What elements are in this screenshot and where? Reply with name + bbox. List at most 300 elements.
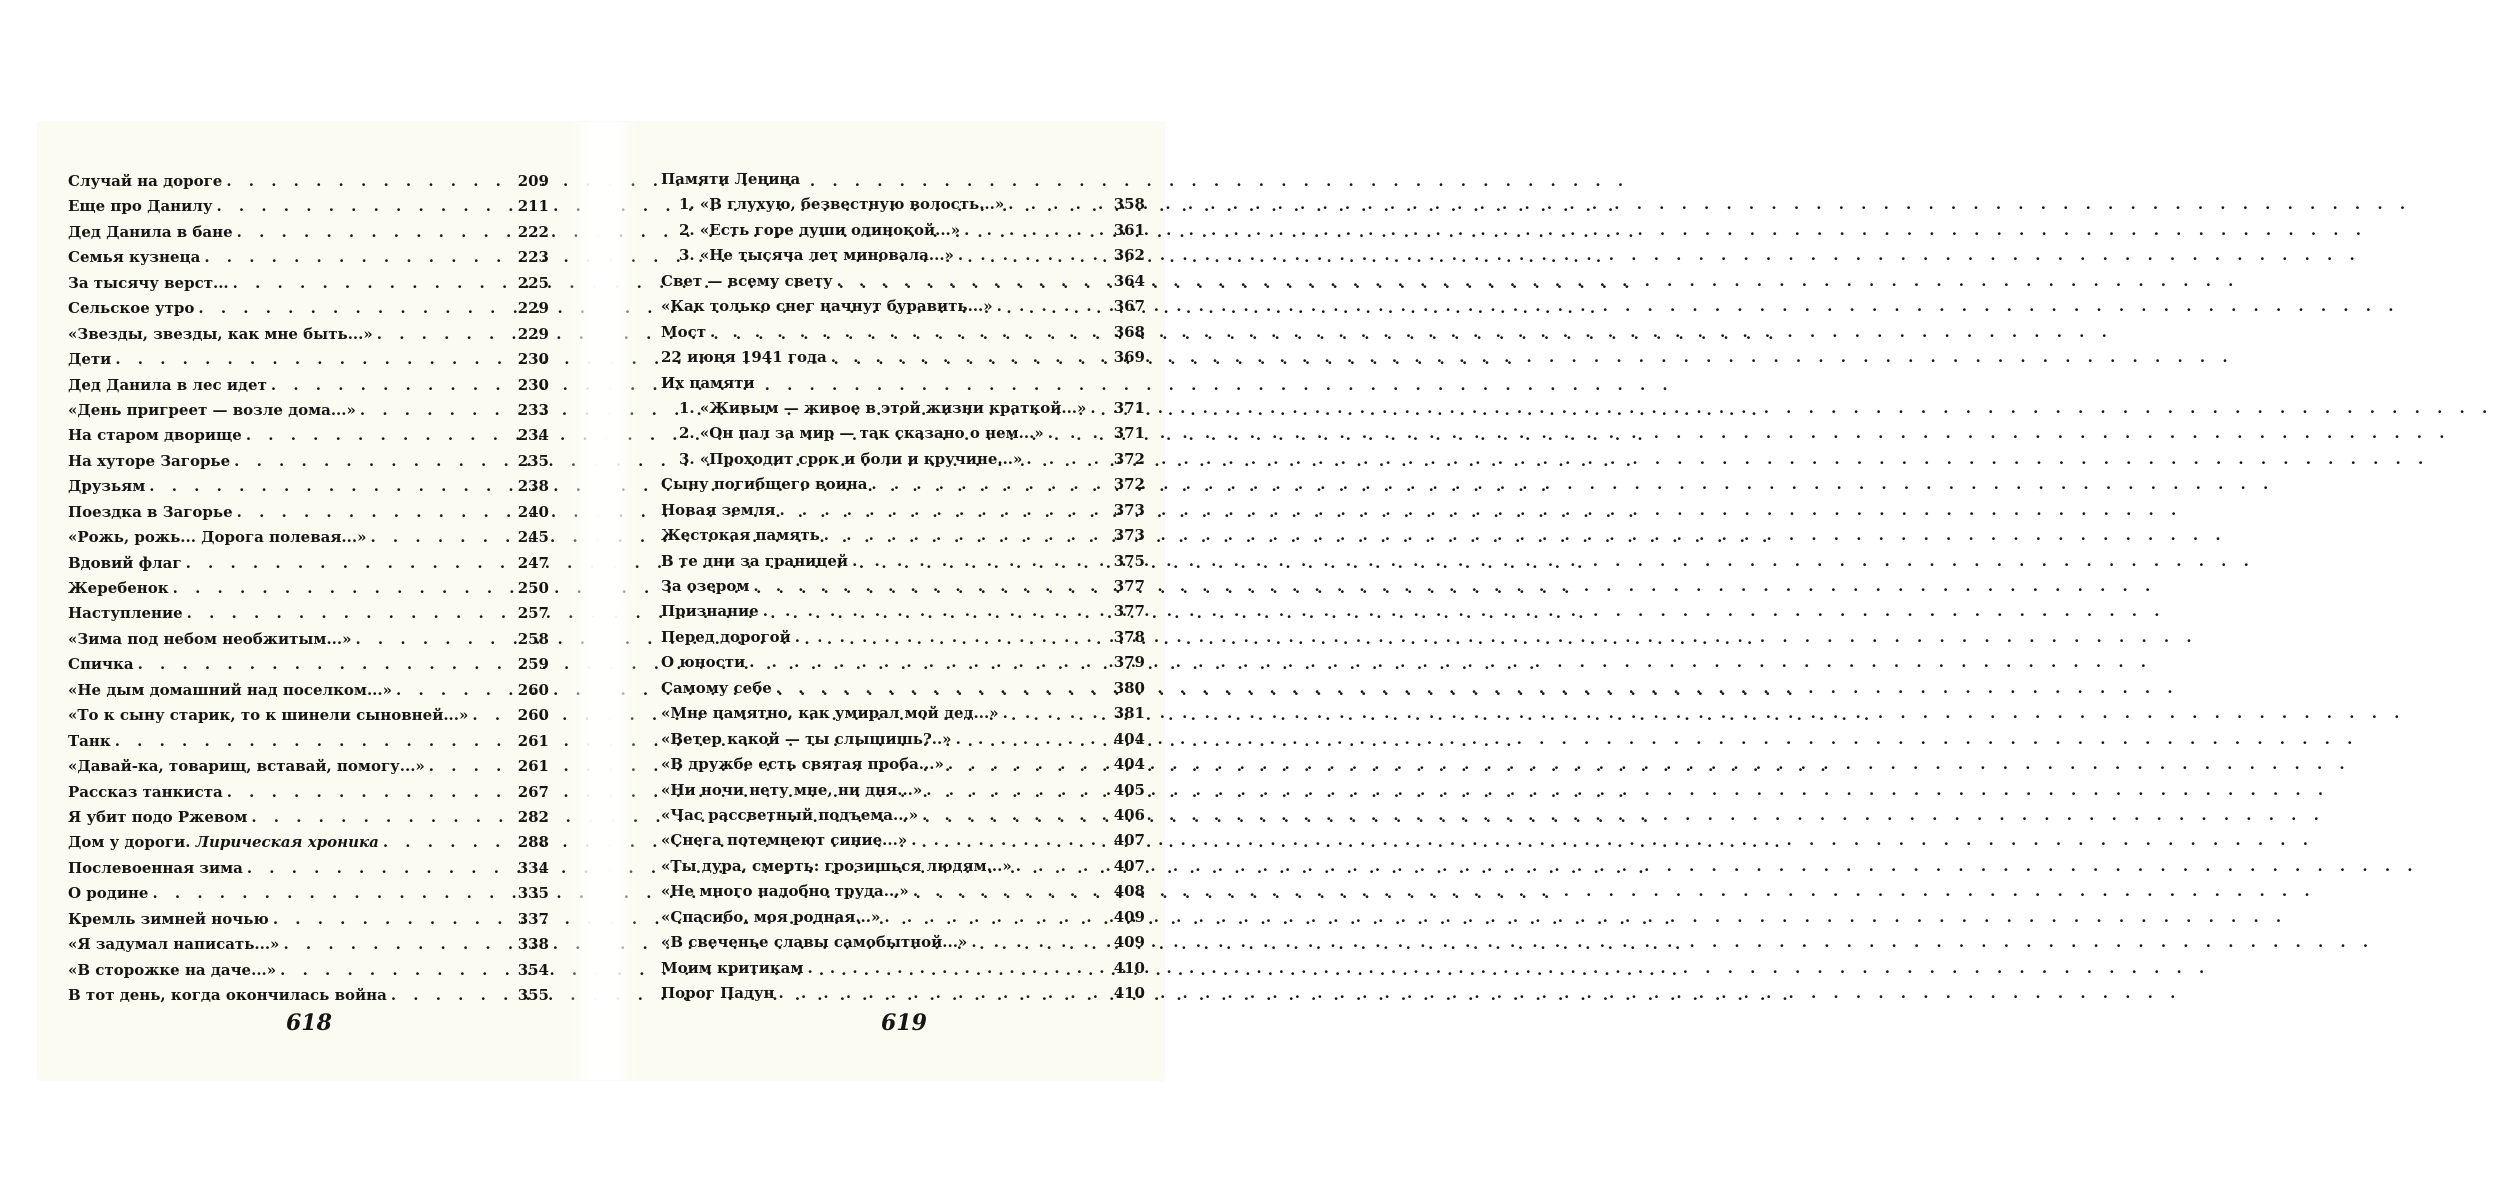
toc-entry-title-text: «Ни ночи нету мне, ни дня...»	[661, 780, 923, 799]
toc-entry	[661, 930, 1145, 955]
toc-entry	[68, 627, 549, 652]
toc-entry	[661, 981, 1145, 1006]
toc-entry-title-text: Я убит подо Ржевом	[68, 807, 248, 826]
toc-entry-title-text: 2. «Он пал за мир — так сказано о нем...»	[679, 424, 1044, 443]
toc-entry-page: 407	[1113, 856, 1145, 875]
toc-entry-title	[68, 474, 145, 499]
dot-leader	[187, 601, 514, 626]
dot-leader	[377, 322, 514, 347]
toc-entry	[661, 956, 1145, 981]
toc-entry-title-text: О юности	[661, 653, 746, 672]
dot-leader	[273, 907, 514, 932]
dot-leader	[233, 271, 514, 296]
toc-entry	[661, 269, 1145, 294]
toc-entry-page: 404	[1113, 729, 1145, 748]
dot-leader	[247, 856, 514, 881]
toc-entry-title-text: «Спасибо, моя родная...»	[661, 907, 881, 926]
toc-entry-page: 361	[1113, 220, 1145, 239]
dot-leader	[710, 320, 1110, 345]
dot-leader	[360, 398, 514, 423]
toc-entry	[68, 474, 549, 499]
toc-entry-page: 261	[517, 757, 549, 776]
toc-entry-title-text: Дом у дороги.	[68, 833, 191, 852]
toc-section-heading	[661, 167, 1145, 192]
toc-entry-page: 238	[517, 477, 549, 496]
dot-leader	[913, 879, 1110, 904]
toc-entry-title-text: Сельское утро	[68, 299, 195, 318]
dot-leader	[173, 576, 514, 601]
toc-section-heading	[661, 371, 1145, 396]
dot-leader	[138, 652, 514, 677]
toc-entry-page: 257	[517, 604, 549, 623]
toc-entry-title	[68, 373, 267, 398]
toc-entry-title	[661, 930, 967, 955]
toc-entry-title-text: Поездка в Загорье	[68, 502, 233, 521]
toc-entry-title	[68, 169, 222, 194]
dot-leader	[958, 243, 1110, 268]
toc-entry-title	[661, 879, 909, 904]
toc-entry-title-text: Дед Данила в бане	[68, 222, 233, 241]
toc-entry-page: 409	[1113, 907, 1145, 926]
toc-entry	[661, 421, 1145, 446]
dot-leader	[837, 269, 1110, 294]
toc-entry-title-text: За тысячу верст...	[68, 273, 229, 292]
toc-entry-page: 337	[517, 909, 549, 928]
toc-entry-title-text: «Давай-ка, товарищ, вставай, помогу...»	[68, 757, 425, 776]
toc-entry-page: 230	[517, 350, 549, 369]
toc-entry	[661, 778, 1145, 803]
toc-entry	[661, 828, 1145, 853]
toc-entry-page: 406	[1113, 805, 1145, 824]
toc-entry-title	[661, 574, 749, 599]
dot-leader	[472, 703, 513, 728]
toc-entry-page: 380	[1113, 678, 1145, 697]
toc-entry-title	[68, 322, 373, 347]
dot-leader	[149, 474, 513, 499]
dot-leader	[186, 551, 514, 576]
toc-entry	[68, 576, 549, 601]
toc-entry-page: 282	[517, 807, 549, 826]
toc-entry-title-text: Спичка	[68, 655, 134, 674]
toc-entry-title	[68, 830, 379, 855]
toc-entry-title-text: Свет — всему свету	[661, 271, 833, 290]
dot-leader	[852, 549, 1110, 574]
page-number-right: 619	[881, 1010, 927, 1036]
toc-entry-title-text: «В свеченье славы самобытной...»	[661, 933, 968, 952]
toc-entry-page: 250	[517, 579, 549, 597]
toc-entry-title	[68, 678, 392, 703]
toc-entry-page: 373	[1113, 500, 1145, 519]
toc-entry	[68, 322, 549, 347]
dot-leader	[831, 345, 1110, 370]
dot-leader	[216, 194, 513, 219]
dot-leader	[1003, 701, 1110, 726]
toc-entry-title-text: Рассказ танкиста	[68, 782, 223, 801]
dot-leader	[1016, 854, 1110, 879]
dot-leader	[753, 574, 1109, 599]
toc-entry-page: 223	[517, 248, 549, 267]
toc-entry	[68, 652, 549, 677]
toc-entry	[68, 805, 549, 830]
toc-entry	[661, 396, 1145, 421]
toc-entry-title	[68, 194, 212, 219]
right-page	[603, 122, 1164, 1080]
toc-entry-title	[661, 498, 775, 523]
toc-entry-page: 211	[517, 197, 549, 216]
dot-leader	[237, 220, 514, 245]
toc-entry	[661, 218, 1145, 243]
toc-entry-title	[68, 296, 194, 321]
toc-entry-page: 378	[1113, 627, 1145, 646]
dot-leader	[1008, 192, 1109, 217]
dot-leader	[749, 650, 1109, 675]
dot-leader	[911, 828, 1109, 853]
toc-entry-page: 367	[1113, 297, 1145, 316]
dot-leader	[152, 881, 513, 906]
toc-entry-title-text: Новая земля	[661, 500, 776, 519]
toc-entry-title-text: «Я задумал написать...»	[68, 935, 280, 954]
toc-entry	[68, 907, 549, 932]
dot-leader	[370, 525, 513, 550]
toc-entry-title-text: «Ветер какой — ты слышишь?..»	[661, 729, 952, 748]
toc-entry-page: 260	[517, 706, 549, 725]
toc-entry-title	[679, 396, 1086, 421]
toc-entry	[68, 830, 549, 855]
dot-leader	[795, 625, 1110, 650]
toc-entry-title	[68, 652, 134, 677]
toc-entry-title	[68, 907, 269, 932]
toc-entry-title-text: Дед Данила в лес идет	[68, 375, 267, 394]
toc-entry-page: 229	[517, 324, 549, 343]
toc-entry-page: 407	[1113, 831, 1145, 850]
dot-leader	[355, 627, 513, 652]
toc-entry-title	[68, 983, 387, 1008]
toc-entry-title	[661, 167, 800, 192]
toc-entry-title	[679, 243, 954, 268]
toc-entry	[661, 599, 1145, 624]
toc-entry-title	[68, 601, 183, 626]
book-spread	[38, 122, 1164, 1080]
toc-entry-title	[661, 727, 952, 752]
toc-entry-title	[68, 780, 223, 805]
dot-leader	[204, 245, 513, 270]
toc-entry-page: 373	[1113, 526, 1145, 545]
toc-entry-title-text: Жестокая память	[661, 526, 820, 545]
toc-entry-title	[661, 345, 827, 370]
toc-entry-title-text: Дети	[68, 350, 112, 369]
dot-leader	[776, 676, 1110, 701]
toc-entry	[68, 958, 549, 983]
toc-entry	[68, 754, 549, 779]
toc-entry-title-text: Танк	[68, 731, 111, 750]
toc-entry-title-text: Признание	[661, 602, 759, 621]
dot-leader	[251, 805, 513, 830]
toc-entry	[661, 243, 1145, 268]
toc-entry-title	[68, 423, 242, 448]
toc-entry-page: 375	[1113, 551, 1145, 570]
toc-entry-page: 334	[517, 858, 549, 877]
toc-entry-title-text: Кремль зимней ночью	[68, 909, 269, 928]
left-page	[38, 122, 603, 1080]
toc-entry	[68, 856, 549, 881]
toc-entry-page: 358	[1113, 195, 1145, 214]
toc-entry-title	[661, 549, 848, 574]
toc-entry-page: 405	[1113, 780, 1145, 799]
dot-leader	[271, 373, 514, 398]
toc-entry-title-text: В те дни за границей	[661, 551, 849, 570]
toc-entry-page: 230	[517, 375, 549, 394]
toc-entry-title	[68, 754, 425, 779]
toc-entry-title-text: Порог Падун	[661, 984, 775, 1002]
toc-entry-title	[68, 881, 148, 906]
dot-leader	[956, 727, 1110, 752]
toc-entry-page: 379	[1113, 653, 1145, 672]
toc-entry-title	[679, 421, 1044, 446]
toc-entry	[661, 192, 1145, 217]
toc-entry-title-text: 3. «Проходит срок и боли и кручине...»	[679, 449, 1023, 468]
toc-entry-title-text: «Рожь, рожь... Дорога полевая...»	[68, 528, 367, 547]
toc-entry-title	[68, 245, 200, 270]
toc-entry-title-text: «В дружбе есть святая проба...»	[661, 755, 944, 774]
toc-entry-title-text: Памяти Ленина	[661, 170, 801, 188]
toc-entry-title	[661, 981, 775, 1006]
toc-entry	[661, 650, 1145, 675]
toc-entry-page: 222	[517, 222, 549, 241]
toc-entry-title	[68, 525, 366, 550]
toc-entry	[68, 449, 549, 474]
toc-entry	[661, 727, 1145, 752]
toc-entry-title-text: «Мне памятно, как умирал мой дед...»	[661, 704, 999, 723]
toc-entry-page: 381	[1113, 704, 1145, 723]
toc-entry-title-text: Случай на дороге	[68, 172, 223, 190]
toc-entry-page: 259	[517, 655, 549, 674]
toc-entry-title-text: Вдовий флаг	[68, 553, 182, 572]
toc-entry-title	[68, 449, 230, 474]
toc-entry-title	[661, 701, 999, 726]
toc-entry	[661, 905, 1145, 930]
toc-entry-title-text: «Как только снег начнут буравить...»	[661, 297, 993, 316]
toc-entry-title	[661, 269, 833, 294]
toc-entry-title	[679, 447, 1022, 472]
toc-entry-page: 261	[517, 731, 549, 750]
toc-entry	[661, 549, 1145, 574]
toc-entry-title	[68, 576, 169, 601]
dot-leader	[971, 930, 1109, 955]
toc-entry-title	[68, 500, 233, 525]
dot-leader	[779, 498, 1109, 523]
dot-leader	[280, 958, 514, 983]
toc-entry-title	[68, 729, 111, 754]
toc-entry-title	[661, 676, 772, 701]
dot-leader	[383, 830, 514, 855]
toc-entry-page: 240	[517, 502, 549, 521]
toc-entry	[68, 169, 549, 194]
toc-entry	[68, 881, 549, 906]
toc-entry-title-text: 2. «Есть горе души одинокой...»	[679, 220, 961, 239]
toc-entry-page: 209	[517, 172, 549, 190]
toc-entry-title-text: 3. «Не тысяча лет миновала...»	[679, 246, 954, 265]
toc-entry-title-text: «День пригреет — возле дома...»	[68, 400, 356, 419]
dot-leader	[283, 932, 513, 957]
toc-entry	[68, 729, 549, 754]
toc-entry-page: 229	[517, 299, 549, 318]
dot-leader	[1048, 421, 1110, 446]
toc-entry	[661, 320, 1145, 345]
page-number-left: 618	[286, 1010, 332, 1036]
toc-entry-title	[68, 220, 233, 245]
toc-entry-title-text: Послевоенная зима	[68, 858, 243, 877]
toc-entry	[661, 879, 1145, 904]
toc-entry	[68, 220, 549, 245]
toc-entry-page: 369	[1113, 348, 1145, 367]
toc-entry-title	[661, 320, 706, 345]
toc-entry	[661, 345, 1145, 370]
dot-leader	[198, 296, 513, 321]
toc-entry-page: 260	[517, 680, 549, 699]
toc-entry	[68, 601, 549, 626]
toc-entry	[68, 373, 549, 398]
toc-entry-title-text: Перед дорогой	[661, 627, 791, 646]
dot-leader	[237, 500, 514, 525]
dot-leader	[997, 294, 1110, 319]
dot-leader	[227, 780, 514, 805]
dot-leader	[396, 678, 514, 703]
toc-entry-title-text: Наступление	[68, 604, 183, 623]
toc-entry-page: 410	[1113, 984, 1145, 1002]
toc-entry	[68, 678, 549, 703]
toc-entry-page: 364	[1113, 271, 1145, 290]
dot-leader	[964, 218, 1110, 243]
toc-entry-title	[661, 599, 759, 624]
toc-entry-title-text: На хуторе Загорье	[68, 451, 231, 470]
dot-leader	[884, 905, 1109, 930]
toc-entry-page: 258	[517, 629, 549, 648]
toc-entry-page: 368	[1113, 322, 1145, 341]
table-of-contents-right	[661, 167, 1145, 1006]
toc-entry-title	[68, 932, 279, 957]
toc-entry	[661, 498, 1145, 523]
dot-leader	[871, 472, 1109, 497]
toc-entry-page: 338	[517, 935, 549, 954]
toc-entry-title-text: «Не много надобно труда...»	[661, 882, 909, 901]
toc-entry-title-text: Мост	[661, 322, 707, 341]
toc-entry-title	[68, 347, 111, 372]
toc-entry-page: 247	[517, 553, 549, 572]
toc-entry	[68, 932, 549, 957]
toc-entry-title-text: В тот день, когда окончилась война	[68, 986, 387, 1004]
toc-entry	[661, 472, 1145, 497]
toc-entry	[68, 703, 549, 728]
toc-entry	[68, 347, 549, 372]
toc-entry-title	[68, 398, 356, 423]
toc-entry	[68, 271, 549, 296]
toc-entry	[68, 500, 549, 525]
toc-entry	[68, 525, 549, 550]
toc-entry-title-text: Еще про Данилу	[68, 197, 213, 216]
dot-leader	[226, 169, 513, 194]
toc-entry	[661, 447, 1145, 472]
toc-entry-page: 372	[1113, 475, 1145, 494]
toc-entry-title	[68, 271, 229, 296]
toc-entry	[68, 780, 549, 805]
toc-entry-page: 371	[1113, 424, 1145, 443]
toc-entry	[68, 983, 549, 1008]
toc-entry	[68, 296, 549, 321]
dot-leader	[948, 752, 1110, 777]
toc-entry-title-text: Семья кузнеца	[68, 248, 201, 267]
toc-entry	[68, 551, 549, 576]
toc-entry-title-text: На старом дворище	[68, 426, 242, 445]
toc-entry-page: 372	[1113, 449, 1145, 468]
dot-leader	[234, 449, 514, 474]
dot-leader	[115, 729, 514, 754]
toc-entry	[661, 701, 1145, 726]
toc-entry-page: 362	[1113, 246, 1145, 265]
toc-entry-title-text: За озером	[661, 577, 750, 595]
dot-leader	[922, 803, 1110, 828]
toc-entry-title	[661, 828, 907, 853]
dot-leader	[807, 956, 1109, 981]
toc-entry-page: 354	[517, 960, 549, 979]
toc-entry-page: 410	[1113, 958, 1145, 977]
toc-entry	[661, 523, 1145, 548]
toc-entry-page: 225	[517, 273, 549, 292]
toc-entry-title	[661, 778, 922, 803]
toc-entry-title-text: «В сторожке на даче...»	[68, 960, 277, 979]
toc-entry-title	[661, 956, 803, 981]
toc-entry-title	[68, 703, 468, 728]
toc-entry-page: 377	[1113, 577, 1145, 595]
table-of-contents-left	[68, 169, 549, 1008]
toc-entry-page: 371	[1113, 398, 1145, 417]
toc-entry	[661, 294, 1145, 319]
toc-entry-title	[661, 905, 880, 930]
toc-entry-title-text: Жеребенок	[68, 579, 169, 597]
toc-entry-title-text: О родине	[68, 884, 149, 903]
toc-entry-page: 233	[517, 400, 549, 419]
toc-entry-page: 234	[517, 426, 549, 445]
toc-entry-title	[661, 625, 791, 650]
toc-entry-page: 377	[1113, 602, 1145, 621]
toc-entry-title-text: «Не дым домашний над поселком...»	[68, 680, 392, 699]
toc-entry-title	[661, 523, 820, 548]
dot-leader	[1026, 447, 1109, 472]
dot-leader	[926, 778, 1109, 803]
toc-entry-title-text: «То к сыну старик, то к шинели сыновней...»	[68, 706, 469, 725]
toc-entry-title-text: 1. «В глухую, безвестную волость...»	[679, 195, 1005, 214]
toc-entry-title	[68, 958, 276, 983]
dot-leader	[1090, 396, 1109, 421]
toc-entry-page: 245	[517, 528, 549, 547]
toc-entry-page: 409	[1113, 933, 1145, 952]
toc-entry-title	[661, 854, 1012, 879]
toc-entry-title-text: 1. «Живым — живое в этой жизни краткой...»	[679, 398, 1087, 417]
toc-entry-title-text: «Снега потемнеют синие...»	[661, 831, 908, 850]
toc-entry-page: 235	[517, 451, 549, 470]
toc-entry-title-text: Их памяти	[661, 373, 755, 392]
toc-entry-title	[661, 294, 993, 319]
toc-entry-page: 404	[1113, 755, 1145, 774]
toc-entry-title	[679, 192, 1004, 217]
toc-entry-title-text: «Звезды, звезды, как мне быть...»	[68, 324, 373, 343]
toc-entry-title	[68, 551, 182, 576]
toc-entry	[68, 398, 549, 423]
dot-leader	[429, 754, 514, 779]
toc-entry	[661, 625, 1145, 650]
toc-entry-title	[68, 805, 247, 830]
toc-entry-title	[68, 856, 243, 881]
dot-leader	[763, 599, 1110, 624]
